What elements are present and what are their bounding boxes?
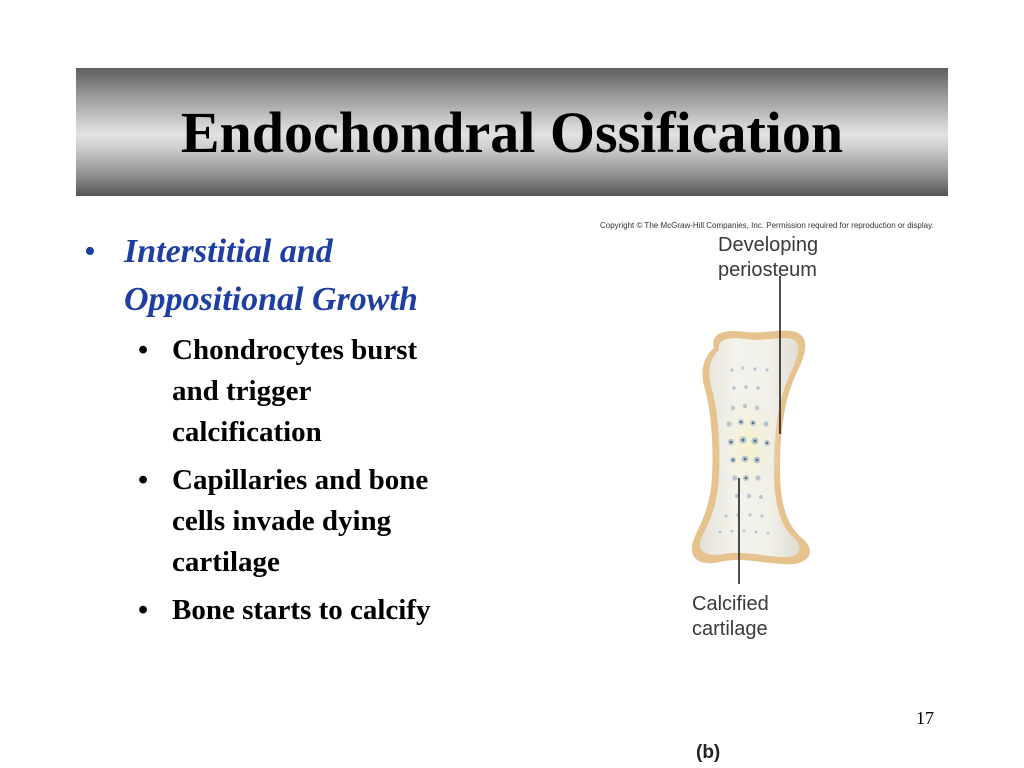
sub-bullet-text: [172, 460, 482, 583]
title-bar: [76, 68, 948, 196]
sub-bullet-line: calcification: [172, 416, 322, 448]
sub-bullet-line: Chondrocytes burst: [172, 334, 418, 366]
sub-bullet-line: cells invade dying: [172, 505, 392, 537]
label-line: Calcified: [692, 593, 769, 615]
sub-bullet-item: [138, 590, 504, 631]
bone-illustration: [586, 210, 936, 768]
sub-bullet-line: Bone starts to calcify: [172, 594, 431, 626]
bullet-glyph: •: [138, 594, 149, 626]
main-bullet: [84, 228, 504, 324]
bullet-glyph: •: [84, 233, 96, 270]
sub-bullet-text: [172, 590, 482, 631]
label-line: periosteum: [718, 259, 817, 281]
label-developing-periosteum: [718, 233, 818, 283]
sub-bullet-line: Capillaries and bone: [172, 464, 429, 496]
sub-bullet-line: and trigger: [172, 375, 312, 407]
main-bullet-text: [124, 228, 418, 324]
sub-bullet-list: [84, 330, 504, 631]
sub-bullet-item: [138, 460, 504, 583]
sub-bullet-text: [172, 330, 482, 453]
label-line: Developing: [718, 234, 819, 256]
sub-bullet-line: cartilage: [172, 546, 280, 578]
figure-panel-label: (b): [696, 742, 721, 763]
main-bullet-line: Oppositional Growth: [124, 281, 418, 318]
slide-title: Endochondral Ossification: [180, 99, 844, 165]
bullet-glyph: •: [138, 464, 149, 496]
page-number: 17: [916, 708, 934, 728]
bullet-content: [84, 228, 504, 638]
label-line: cartilage: [692, 618, 768, 640]
bullet-glyph: •: [138, 334, 149, 366]
main-bullet-line: Interstitial and: [124, 233, 333, 270]
figure-copyright: Copyright © The McGraw-Hill Companies, Inc. Permission required for reproduction or display.: [600, 221, 934, 230]
label-calcified-cartilage: [692, 592, 769, 642]
calcifying-zone: [715, 383, 783, 507]
sub-bullet-item: [138, 330, 504, 453]
